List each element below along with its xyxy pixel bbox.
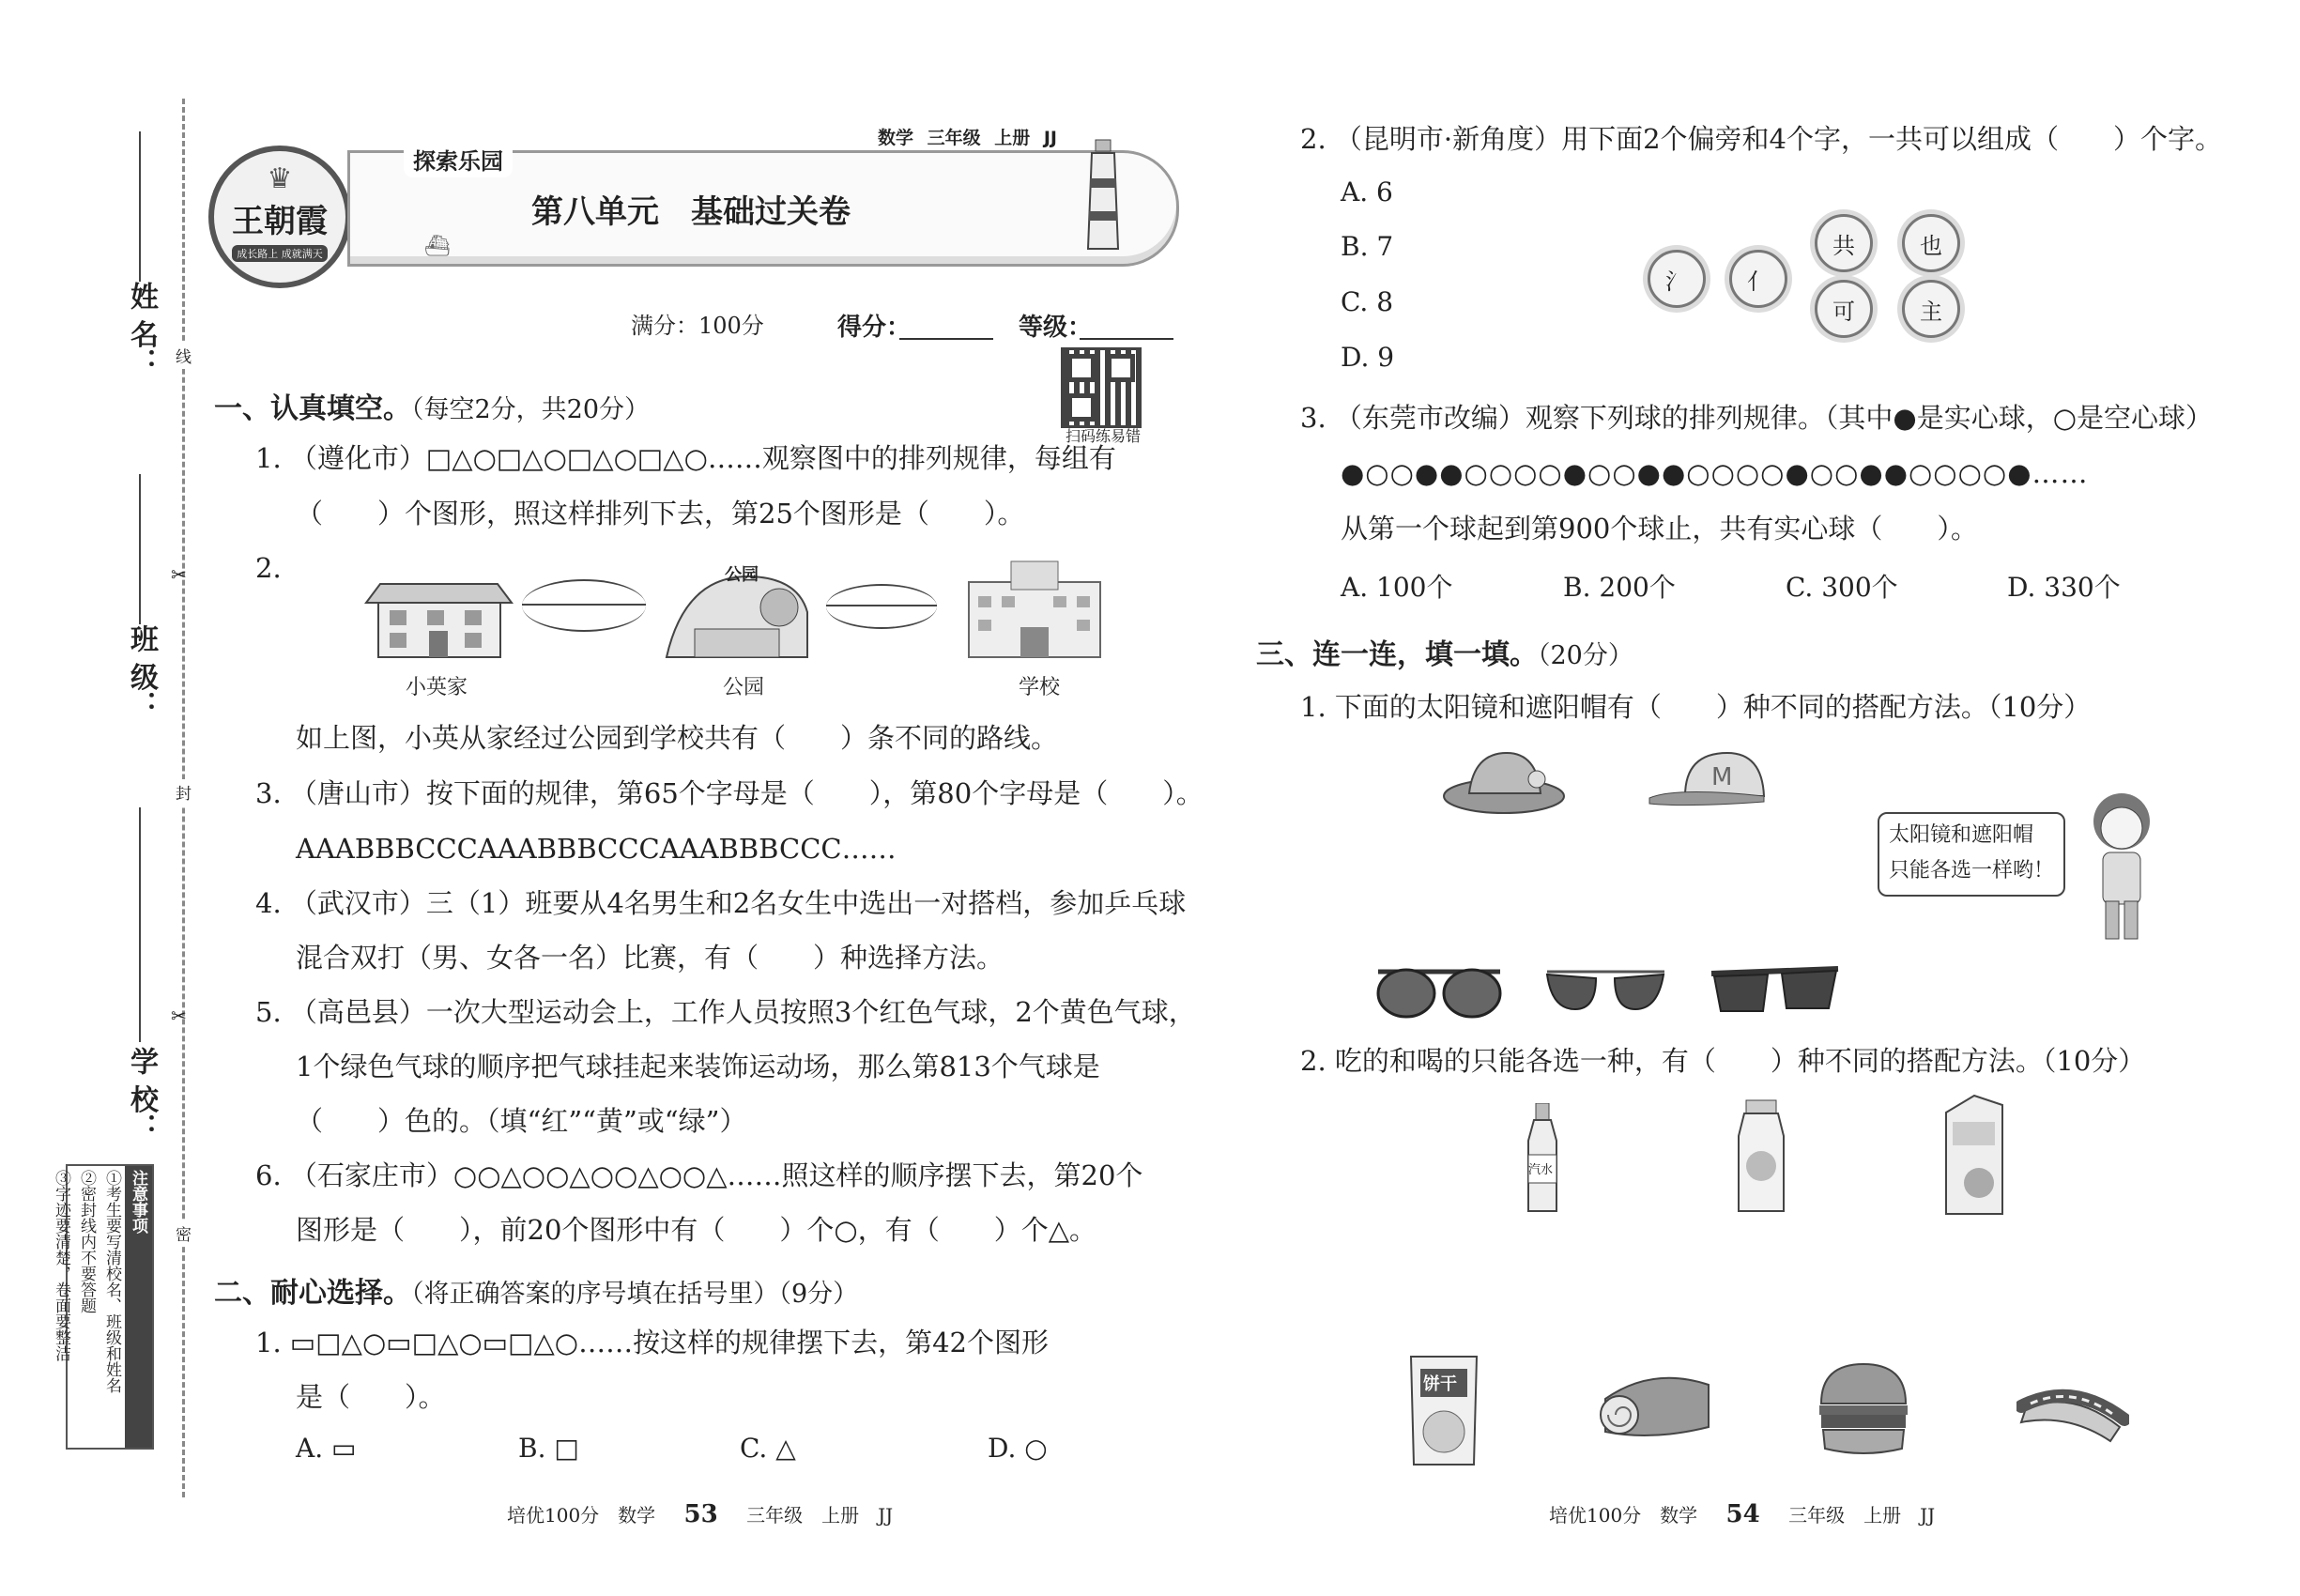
logo-badge <box>208 146 351 288</box>
qr-caption: 扫码练易错 <box>1066 427 1142 445</box>
char-flower: 也 <box>1902 214 1960 272</box>
page-title: 第八单元 基础过关卷 <box>531 193 851 231</box>
soda-label: 汽水 <box>1528 1163 1554 1177</box>
banner-tag: 探索乐园 <box>404 141 513 177</box>
sunglasses-3[interactable] <box>1707 950 1843 1025</box>
notice-title: 注意事项 <box>125 1166 152 1448</box>
class-line[interactable] <box>139 474 141 624</box>
section2-title: 二、耐心选择。 <box>214 1277 411 1310</box>
speech-bubble <box>1878 812 2065 897</box>
cut-mark-mi: 密 <box>167 1220 193 1247</box>
park-sign: 公园 <box>725 565 759 585</box>
char-flower: 主 <box>1902 280 1960 338</box>
cake-label <box>1596 1451 1599 1452</box>
house-svg <box>361 556 516 659</box>
cake-roll-svg <box>1596 1357 1718 1450</box>
hotdog-svg <box>2016 1361 2129 1455</box>
s1-q1-line2: （ ）个图形，照这样排列下去，第25个图形是（ ）。 <box>296 498 1025 529</box>
school-image <box>959 554 1110 662</box>
route-line-2[interactable] <box>826 605 937 606</box>
hotdog-label <box>2016 1456 2018 1457</box>
milk-label <box>1733 1217 1735 1218</box>
grade-field[interactable] <box>1080 338 1173 340</box>
s3-q2-text: 2. 吃的和喝的只能各选一种，有（ ）种不同的搭配方法。（10分） <box>1300 1045 2146 1077</box>
score-field[interactable] <box>899 338 993 340</box>
section2-note: （将正确答案的序号填在括号里）（9分） <box>411 1280 859 1309</box>
s2-q1-line1: 1. ▭□△○▭□△○▭□△○……按这样的规律摆下去，第42个图形 <box>255 1327 1050 1358</box>
r-q3-option-b[interactable]: B. 200个 <box>1563 572 1676 603</box>
school-svg <box>959 554 1110 662</box>
ship-icon: ⛴ <box>424 235 451 258</box>
s1-q4-line2: 混合双打（男、女各一名）比赛，有（ ）种选择方法。 <box>296 942 1004 974</box>
scissors-icon: ✂ <box>171 1005 187 1027</box>
grade-label: 等级： <box>1019 314 1093 342</box>
lighthouse-icon <box>1084 136 1122 253</box>
notice-box <box>52 1164 154 1450</box>
section1-heading <box>214 385 650 426</box>
page-number-right: 54 <box>1725 1500 1760 1528</box>
r-q3-option-a[interactable]: A. 100个 <box>1341 572 1453 603</box>
juice-label <box>1941 1217 1943 1218</box>
s3-q1-text: 1. 下面的太阳镜和遮阳帽有（ ）种不同的搭配方法。（10分） <box>1300 691 2092 723</box>
section3-title: 三、连一连，填一填。 <box>1256 638 1538 671</box>
s1-q5-line3: （ ）色的。（填“红”“黄”或“绿”） <box>296 1105 747 1137</box>
hat-label <box>1441 818 1444 819</box>
logo-text: 王朝霞 <box>232 203 328 240</box>
name-label: 姓 名： <box>125 282 158 376</box>
s2-q1-line2: 是（ ）。 <box>296 1381 446 1413</box>
footer-right <box>1549 1500 1935 1528</box>
girl-svg <box>2070 789 2173 948</box>
footer-left-suffix: 三年级 上册 JJ <box>746 1504 894 1527</box>
milk-bottle-svg <box>1733 1098 1789 1216</box>
s1-q5-line2: 1个绿色气球的顺序把气球挂起来装饰运动场，那么第813个气球是 <box>296 1051 1100 1082</box>
aviator-svg <box>1538 958 1674 1023</box>
cap-label <box>1648 818 1650 819</box>
food-cake-roll[interactable] <box>1596 1357 1718 1450</box>
drink-milk[interactable] <box>1733 1098 1789 1216</box>
caption-home: 小英家 <box>406 676 468 699</box>
lighthouse-svg <box>1084 136 1122 253</box>
r-q2-option-c[interactable]: C. 8 <box>1341 286 1394 317</box>
footer-left-prefix: 培优100分 数学 <box>507 1504 656 1527</box>
s2-q1-option-b[interactable]: B. □ <box>518 1433 579 1464</box>
footer-left <box>507 1500 893 1528</box>
speech-line-2: 只能各选一样哟！ <box>1889 859 2055 882</box>
svg-text:M: M <box>1711 763 1733 791</box>
hat-image[interactable] <box>1441 742 1568 817</box>
r-q2-option-a[interactable]: A. 6 <box>1341 176 1393 207</box>
s1-q6-line1: 6. （石家庄市）○○△○○△○○△○○△……照这样的顺序摆下去，第20个 <box>255 1159 1143 1191</box>
r-q2-text: 2. （昆明市·新角度）用下面2个偏旁和4个字，一共可以组成（ ）个字。 <box>1300 123 2223 155</box>
route-line-1[interactable] <box>522 604 646 606</box>
girl-figure <box>2070 789 2173 948</box>
school-line[interactable] <box>139 807 141 1042</box>
s1-q3-line2: AAABBBCCCAAABBBCCCAAABBBCCC…… <box>296 833 897 865</box>
drink-juice[interactable] <box>1941 1094 2007 1216</box>
radical-flower: 亻 <box>1729 250 1787 308</box>
r-q2-option-d[interactable]: D. 9 <box>1341 342 1395 373</box>
cut-mark-feng: 封 <box>167 779 193 806</box>
speech-line-1: 太阳镜和遮阳帽 <box>1889 823 2034 847</box>
route-lens-2[interactable] <box>826 584 937 629</box>
class-label: 班 级： <box>125 624 158 719</box>
r-q2-option-b[interactable]: B. 7 <box>1341 231 1394 262</box>
r-q3-option-d[interactable]: D. 330个 <box>2007 572 2121 603</box>
section3-note: （20分） <box>1538 641 1633 670</box>
r-q3-line2: 从第一个球起到第900个球止，共有实心球（ ）。 <box>1341 513 1978 545</box>
page-number-left: 53 <box>683 1500 718 1528</box>
logo-subtitle: 成长路上 成就满天 <box>232 245 328 262</box>
drink-soda[interactable] <box>1519 1103 1566 1216</box>
section1-note: （每空2分，共20分） <box>411 395 651 424</box>
cap-image[interactable] <box>1648 742 1770 817</box>
s2-q1-option-d[interactable]: D. ○ <box>988 1433 1048 1464</box>
section3-heading <box>1256 631 1633 672</box>
biscuit-label: 饼干 <box>1423 1374 1457 1394</box>
s1-q6-line2: 图形是（ ），前20个图形中有（ ）个○，有（ ）个△。 <box>296 1214 1097 1246</box>
s1-q3-line1: 3. （唐山市）按下面的规律，第65个字母是（ ），第80个字母是（ ）。 <box>255 777 1204 809</box>
banner-meta: 数学 三年级 上册 JJ <box>878 128 1057 148</box>
notice-item: ②密封线内不要答题 <box>77 1170 96 1313</box>
s1-q5-line1: 5. （高邑县）一次大型运动会上，工作人员按照3个红色气球，2个黄色气球， <box>255 996 1196 1028</box>
char-flower: 共 <box>1815 214 1873 272</box>
sunglasses-svg <box>1373 958 1505 1023</box>
full-score: 满分：100分 <box>631 313 764 339</box>
crown-icon: ♛ <box>267 162 293 195</box>
burger-label <box>1812 1461 1814 1462</box>
sunglasses-2[interactable] <box>1538 958 1674 1023</box>
sunglasses-1[interactable] <box>1373 958 1505 1023</box>
notice-item: ③字迹要清楚，卷面要整洁 <box>52 1170 70 1361</box>
footer-right-suffix: 三年级 上册 JJ <box>1788 1504 1936 1527</box>
juice-box-svg <box>1941 1094 2007 1216</box>
r-q3-balls: ●○○●●○○○○●○○●●○○○○●○○●●○○○○●…… <box>1341 457 2089 489</box>
caption-school: 学校 <box>1019 676 1061 699</box>
cut-mark-xian: 线 <box>167 343 193 369</box>
footer-right-prefix: 培优100分 数学 <box>1549 1504 1698 1527</box>
score-label: 得分： <box>837 314 912 342</box>
scissors-icon: ✂ <box>171 563 187 586</box>
glasses-label <box>1707 1026 1710 1027</box>
s1-q2-number: 2. <box>255 552 282 584</box>
wayfarer-svg <box>1707 950 1843 1025</box>
food-biscuit[interactable] <box>1406 1352 1481 1469</box>
r-q3-line1: 3. （东莞市改编）观察下列球的排列规律。（其中●是实心球，○是空心球） <box>1300 402 2213 434</box>
char-flower: 可 <box>1815 280 1873 338</box>
route-lens-1[interactable] <box>522 579 646 632</box>
s1-q1-line1: 1. （遵化市）□△○□△○□△○□△○……观察图中的排列规律，每组有 <box>255 442 1116 474</box>
radical-flower: 氵 <box>1648 250 1706 308</box>
section1-title: 一、认真填空。 <box>214 392 411 425</box>
school-label: 学 校： <box>125 1047 158 1142</box>
r-q3-option-c[interactable]: C. 300个 <box>1786 572 1898 603</box>
name-line[interactable] <box>139 131 141 282</box>
qr-code[interactable] <box>1061 347 1142 428</box>
glasses-label <box>1538 1024 1541 1025</box>
notice-item: ①考生要写清校名、班级和姓名 <box>102 1170 121 1393</box>
house-image <box>361 556 516 659</box>
section2-heading <box>214 1269 858 1311</box>
glasses-label <box>1373 1024 1376 1025</box>
s1-q2-text: 如上图，小英从家经过公园到学校共有（ ）条不同的路线。 <box>296 722 1059 754</box>
s2-q1-option-a[interactable]: A. ▭ <box>296 1433 357 1464</box>
sun-hat-svg <box>1441 742 1568 817</box>
s2-q1-option-c[interactable]: C. △ <box>740 1433 796 1464</box>
burger-svg <box>1812 1357 1915 1460</box>
caption-park: 公园 <box>723 676 765 699</box>
cap-svg <box>1648 742 1770 817</box>
food-burger[interactable] <box>1812 1357 1915 1460</box>
biscuit-pack-svg <box>1406 1352 1481 1469</box>
s1-q4-line1: 4. （武汉市）三（1）班要从4名男生和2名女生中选出一对搭档，参加乒乓球 <box>255 887 1187 919</box>
food-hotdog[interactable] <box>2016 1361 2129 1455</box>
